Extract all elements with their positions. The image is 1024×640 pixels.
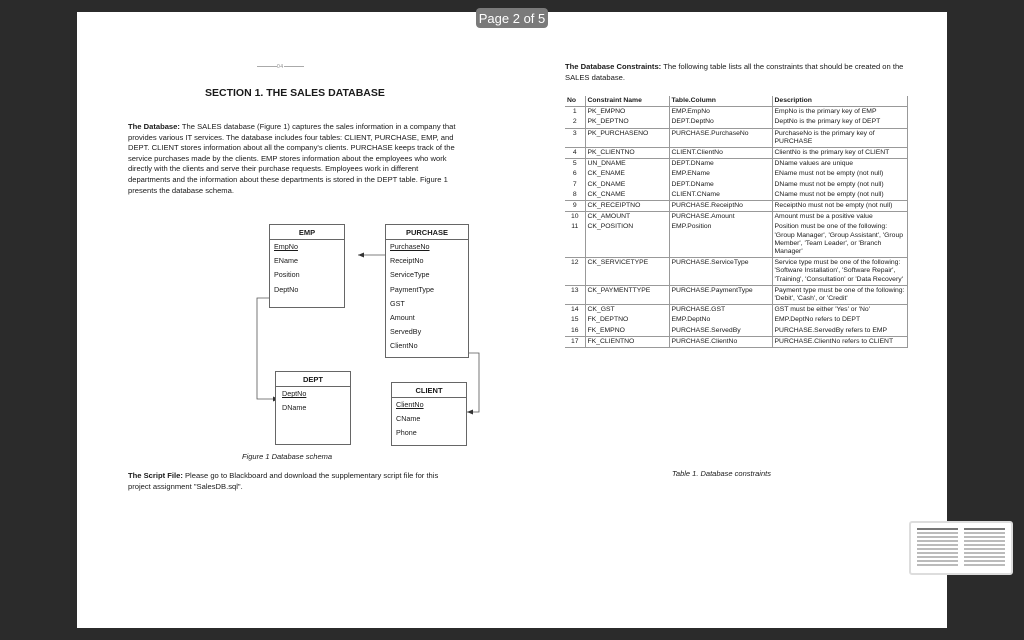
cell-description: EName must not be empty (not null) (772, 169, 908, 179)
section-title: SECTION 1. THE SALES DATABASE (205, 87, 385, 99)
cell-table-column: CLIENT.ClientNo (669, 148, 772, 159)
cell-no: 3 (565, 128, 585, 147)
table-row (565, 180, 908, 190)
cell-constraint-name: PK_EMPNO (585, 107, 669, 118)
cell-constraint-name: UN_DNAME (585, 159, 669, 170)
arrow-emp (358, 253, 364, 258)
script-label: The Script File: (128, 471, 183, 480)
cell-table-column: EMP.EmpNo (669, 107, 772, 118)
header-no: No (565, 96, 585, 107)
cell-table-column: DEPT.DName (669, 159, 772, 170)
purchase-attr: PaymentType (390, 284, 434, 294)
cell-description: Position must be one of the following: 'Group Manager', 'Group Assistant', 'Group Member', 'Team Leader', or 'Branch Manager' (772, 222, 908, 257)
client-title: CLIENT (392, 383, 466, 398)
purchase-title: PURCHASE (386, 225, 468, 240)
purchase-attr: ClientNo (390, 341, 418, 351)
cell-table-column: PURCHASE.GST (669, 305, 772, 316)
cell-description: Payment type must be one of the following: 'Debit', 'Cash', or 'Credit' (772, 285, 908, 304)
cell-table-column: EMP.DeptNo (669, 315, 772, 325)
cell-no: 8 (572, 190, 577, 198)
client-entity (391, 382, 467, 446)
figure-caption: Figure 1 Database schema (242, 452, 333, 461)
table-row (565, 326, 908, 337)
cell-table-column: PURCHASE.PurchaseNo (669, 128, 772, 147)
cell-constraint-name: CK_DNAME (585, 180, 669, 190)
cell-no: 9 (565, 201, 585, 212)
cell-description: Amount must be a positive value (772, 212, 908, 223)
page-thumbnail[interactable] (909, 521, 1013, 575)
constraints-intro (565, 62, 905, 83)
cell-description: DName values are unique (772, 159, 908, 170)
page-indicator: Page 2 of 5 (476, 8, 548, 28)
cell-no: 11 (571, 223, 579, 231)
emp-attr: EmpNo (274, 242, 298, 251)
cell-constraint-name: CK_GST (585, 305, 669, 316)
client-attr: Phone (396, 428, 417, 438)
cell-description: DName must not be empty (not null) (772, 180, 908, 190)
cell-table-column: PURCHASE.PaymentType (669, 285, 772, 304)
cell-description: Service type must be one of the following: 'Software Installation', 'Software Repair', 'Training', 'Consultation' or 'Data Recovery' (772, 258, 908, 286)
constraints-label: The Database Constraints: (565, 62, 662, 71)
emp-attr: EName (274, 256, 298, 266)
cell-no: 1 (565, 107, 585, 118)
client-attr: ClientNo (396, 400, 424, 409)
purchase-attr: PurchaseNo (390, 242, 430, 251)
table-row (565, 148, 908, 159)
table-row (565, 107, 908, 118)
cell-description: DeptNo is the primary key of DEPT (772, 117, 908, 128)
cell-table-column: PURCHASE.ServiceType (669, 258, 772, 286)
cell-table-column: CLIENT.CName (669, 190, 772, 201)
cell-constraint-name: PK_PURCHASENO (585, 128, 669, 147)
header-table-column: Table.Column (669, 96, 772, 107)
cell-constraint-name: CK_CNAME (585, 190, 669, 201)
cell-description: EMP.DeptNo refers to DEPT (772, 315, 908, 325)
emp-title: EMP (270, 225, 344, 240)
cell-no: 2 (572, 118, 577, 126)
cell-description: PurchaseNo is the primary key of PURCHASE (772, 128, 908, 147)
cell-no: 4 (565, 148, 585, 159)
table-row (565, 159, 908, 170)
header-description: Description (772, 96, 908, 107)
dept-title: DEPT (276, 372, 350, 387)
cell-constraint-name: CK_AMOUNT (585, 212, 669, 223)
cell-no: 12 (565, 258, 585, 286)
purchase-attr: ServiceType (390, 270, 430, 280)
script-paragraph (128, 471, 458, 492)
purchase-entity (385, 224, 469, 358)
emp-attr: Position (274, 270, 300, 280)
table-caption: Table 1. Database constraints (672, 469, 771, 478)
cell-table-column: DEPT.DeptNo (669, 117, 772, 128)
cell-table-column: PURCHASE.Amount (669, 212, 772, 223)
cell-description: ClientNo is the primary key of CLIENT (772, 148, 908, 159)
cell-no: 15 (570, 316, 579, 324)
cell-no: 6 (572, 170, 577, 178)
client-attr: CName (396, 414, 421, 424)
cell-constraint-name: CK_RECEIPTNO (585, 201, 669, 212)
database-text: The SALES database (Figure 1) captures the sales information in a company that provides various IT services. The database includes four tables: CLIENT, PURCHASE, EMP, and DEPT. CLIENT stores information about all the company's clients. PURCHASE keeps track of the service purchases made by the clients. EMP stores information about the employees who work directly with the clients and serve their purchase requests. Employees work in different departments and the information about these departments is stored in the DEPT table. Figure 1 presents the database schema. (128, 122, 456, 195)
table-row (565, 117, 908, 128)
database-label: The Database: (128, 122, 180, 131)
script-text: Please go to Blackboard and download the supplementary script file for this project assignment "SalesDB.sql". (128, 471, 439, 491)
cell-table-column: EMP.EName (669, 169, 772, 179)
table-row (565, 258, 908, 286)
header-mark: 04 (257, 64, 304, 70)
emp-entity (269, 224, 345, 308)
cell-table-column: PURCHASE.ReceiptNo (669, 201, 772, 212)
cell-table-column: PURCHASE.ServedBy (669, 326, 772, 337)
dept-attr: DName (282, 403, 307, 413)
cell-no: 17 (565, 336, 585, 347)
purchase-attr: ReceiptNo (390, 256, 424, 266)
table-row (565, 285, 908, 304)
cell-constraint-name: CK_POSITION (585, 222, 669, 257)
cell-description: EmpNo is the primary key of EMP (772, 107, 908, 118)
cell-constraint-name: FK_EMPNO (585, 326, 669, 337)
database-paragraph (128, 122, 458, 196)
cell-table-column: EMP.Position (669, 222, 772, 257)
database-schema-figure (167, 216, 497, 446)
cell-no: 13 (565, 285, 585, 304)
document-page[interactable] (77, 12, 947, 628)
table-row (565, 128, 908, 147)
arrow-client (467, 410, 473, 415)
cell-description: CName must not be empty (not null) (772, 190, 908, 201)
table-row (565, 212, 908, 223)
dept-entity (275, 371, 351, 445)
purchase-attr: ServedBy (390, 327, 422, 337)
table-row (565, 336, 908, 347)
cell-table-column: DEPT.DName (669, 180, 772, 190)
cell-no: 7 (572, 180, 577, 188)
table-row (565, 305, 908, 316)
table-row (565, 190, 908, 201)
dept-attr: DeptNo (282, 389, 307, 398)
cell-table-column: PURCHASE.ClientNo (669, 336, 772, 347)
constraints-table (565, 96, 908, 348)
cell-description: ReceiptNo must not be empty (not null) (772, 201, 908, 212)
table-row (565, 222, 908, 257)
cell-constraint-name: FK_CLIENTNO (585, 336, 669, 347)
cell-constraint-name: CK_PAYMENTTYPE (585, 285, 669, 304)
table-row (565, 169, 908, 179)
table-row (565, 201, 908, 212)
table-header-row (565, 96, 908, 107)
cell-no: 14 (565, 305, 585, 316)
purchase-attr: GST (390, 298, 405, 308)
table-row (565, 315, 908, 325)
cell-no: 16 (570, 326, 579, 334)
cell-description: PURCHASE.ClientNo refers to CLIENT (772, 336, 908, 347)
cell-constraint-name: CK_SERVICETYPE (585, 258, 669, 286)
cell-description: GST must be either 'Yes' or 'No' (772, 305, 908, 316)
cell-no: 10 (565, 212, 585, 223)
constraints-text: The following table lists all the constraints that should be created on the SALES database. (565, 62, 904, 82)
cell-constraint-name: CK_ENAME (585, 169, 669, 179)
header-constraint-name: Constraint Name (585, 96, 669, 107)
purchase-attr: Amount (390, 312, 415, 322)
cell-constraint-name: FK_DEPTNO (585, 315, 669, 325)
cell-constraint-name: PK_CLIENTNO (585, 148, 669, 159)
cell-constraint-name: PK_DEPTNO (585, 117, 669, 128)
cell-no: 5 (565, 159, 585, 170)
emp-attr: DeptNo (274, 284, 299, 294)
cell-description: PURCHASE.ServedBy refers to EMP (772, 326, 908, 337)
